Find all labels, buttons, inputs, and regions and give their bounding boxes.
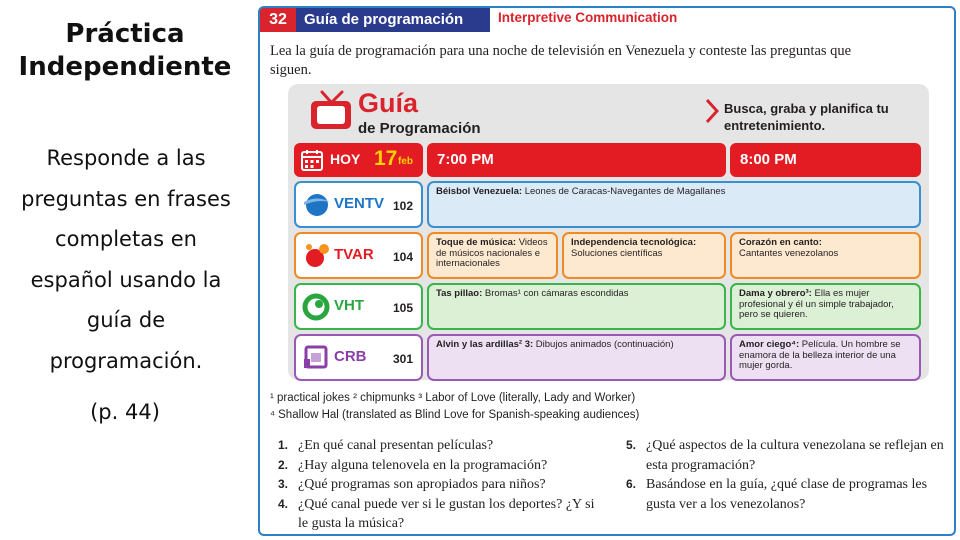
time-slot-1 <box>427 143 726 177</box>
program-description: Dibujos animados (continuación) <box>535 339 674 350</box>
guide-title: Guía <box>358 88 419 118</box>
program-description: Cantantes venezolanos <box>739 247 839 259</box>
question-item <box>278 495 608 534</box>
question-number: 3. <box>278 477 289 491</box>
channel-number: 301 <box>392 352 413 366</box>
vht-logo-icon <box>302 293 332 321</box>
question-number: 5. <box>626 438 637 452</box>
date-day: 17 <box>374 147 398 170</box>
program-description: Leones de Caracas-Navegantes de Magallanes <box>524 186 726 197</box>
question-text: Basándose en la guía, ¿qué clase de programas les gusta ver a los venezolanos? <box>646 477 928 512</box>
program-title: Toque de música: <box>436 237 517 248</box>
question-number: 4. <box>278 496 289 511</box>
footnote-line: ⁴ Shallow Hal (translated as Blind Love for Spanish-speaking audiences) <box>270 409 640 421</box>
channel-ventv <box>294 181 423 228</box>
channel-crb <box>294 334 423 381</box>
question-number: 1. <box>278 438 289 452</box>
activity-number: 32 <box>260 8 296 32</box>
program-description: Bromas¹ con cámaras escondidas <box>484 288 629 299</box>
question-item <box>626 436 946 475</box>
channel-number: 104 <box>392 250 413 264</box>
channel-number: 102 <box>392 199 413 213</box>
time-label: 7:00 PM <box>437 151 494 168</box>
question-text: ¿Qué programas son apropiados para niños? <box>298 477 546 492</box>
time-label: 8:00 PM <box>740 151 797 168</box>
question-item <box>278 456 608 476</box>
ventv-logo-icon <box>302 191 332 219</box>
program-tvar-1 <box>427 232 558 279</box>
channel-number: 105 <box>392 301 413 315</box>
tv-guide <box>288 84 929 380</box>
chevron-right-icon <box>705 98 719 124</box>
crb-logo-icon <box>302 344 332 372</box>
program-description: Soluciones científicas <box>571 247 663 259</box>
tv-icon <box>308 90 354 134</box>
question-item <box>278 475 608 495</box>
calendar-icon <box>301 149 323 171</box>
activity-header <box>260 8 490 32</box>
question-item <box>626 475 946 514</box>
program-title: Alvin y las ardillas² 3: <box>436 339 534 350</box>
program-crb-2 <box>730 334 921 381</box>
program-description: Película. Un hombre se enamora de la belleza interior de una mujer gorda. <box>739 339 901 371</box>
program-title: Dama y obrero³: <box>739 288 812 299</box>
question-number: 2. <box>278 457 289 472</box>
program-title: Amor ciego⁴: <box>739 339 800 350</box>
questions-column-2 <box>626 436 946 514</box>
program-tvar-3 <box>730 232 921 279</box>
slide-title: Práctica Independiente <box>18 19 232 82</box>
program-description: Ella es mujer profesional y él un simple trabajador, pero se quieren. <box>739 288 894 320</box>
activity-mode: Interpretive Communication <box>498 10 678 25</box>
today-label: HOY <box>330 151 361 167</box>
program-ventv <box>427 181 921 228</box>
question-text: ¿Qué aspectos de la cultura venezolana se reflejan en esta programación? <box>646 438 944 473</box>
footnotes <box>270 390 940 424</box>
guide-tagline: Busca, graba y planifica tu entretenimiento. <box>724 101 889 133</box>
time-slot-2 <box>730 143 921 177</box>
program-crb-1 <box>427 334 726 381</box>
instruction-text: Responde a las preguntas en frases completas en español usando la guía de programación. <box>21 146 231 373</box>
program-title: Béisbol Venezuela: <box>436 186 523 197</box>
question-item <box>278 436 608 456</box>
program-description: Videos de músicos nacionales e internacionales <box>436 237 548 269</box>
program-title: Tas pillao: <box>436 288 483 299</box>
question-text: ¿En qué canal presentan películas? <box>298 438 494 453</box>
footnote-line: ¹ practical jokes ² chipmunks ³ Labor of Love (literally, Lady and Worker) <box>270 392 636 404</box>
program-tvar-2 <box>562 232 726 279</box>
guide-subtitle: de Programación <box>358 120 481 137</box>
program-title: Corazón en canto: <box>739 237 822 248</box>
activity-intro: Lea la guía de programación para una noche de televisión en Venezuela y conteste las preguntas que siguen. <box>270 43 852 78</box>
channel-vht <box>294 283 423 330</box>
channel-tvar <box>294 232 423 279</box>
tvar-logo-icon <box>302 242 332 270</box>
date-month: feb <box>398 156 413 167</box>
program-vht-2 <box>730 283 921 330</box>
channel-name: CRB <box>334 348 367 365</box>
page-reference: (p. 44) <box>90 400 160 424</box>
channel-name: TVAR <box>334 246 374 263</box>
question-number: 6. <box>626 477 637 491</box>
textbook-activity <box>258 6 956 536</box>
date-cell <box>294 143 423 177</box>
activity-title: Guía de programación <box>304 11 464 28</box>
program-title: Independencia tecnológica: <box>571 237 697 248</box>
channel-name: VENTV <box>334 195 385 212</box>
questions-column-1 <box>278 436 608 534</box>
question-text: ¿Qué canal puede ver si le gustan los deportes? ¿Y si le gusta la música? <box>298 496 595 531</box>
question-text: ¿Hay alguna telenovela en la programación? <box>298 457 548 473</box>
channel-name: VHT <box>334 297 364 314</box>
program-vht-1 <box>427 283 726 330</box>
